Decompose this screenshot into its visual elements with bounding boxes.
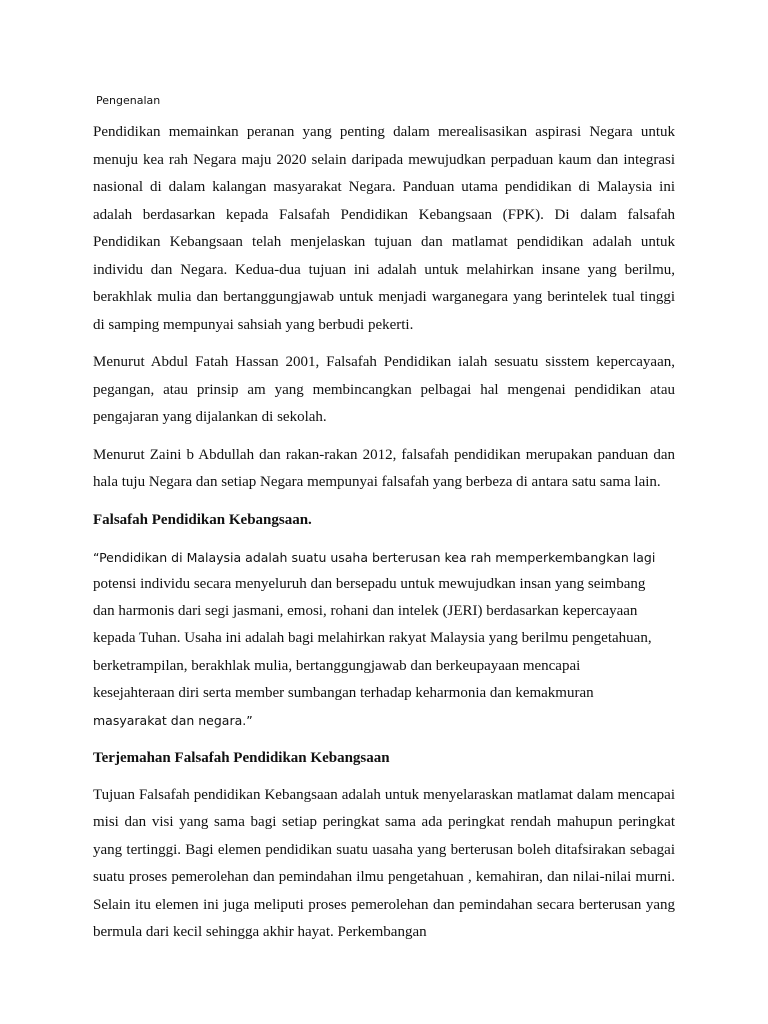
- paragraph-intro: Pendidikan memainkan peranan yang penting dalam merealisasikan aspirasi Negara untuk menuju kea rah Negara maju 2020 selain daripada mewujudkan perpaduan kaum dan integrasi nasional di dalam kalangan masyarakat Negara. Panduan utama pendidikan di Malaysia ini adalah berdasarkan kepada Falsafah Pendidikan Kebangsaan (FPK). Di dalam falsafah Pendidikan Kebangsaan telah menjelaskan tujuan dan matlamat pendidikan adalah untuk individu dan Negara. Kedua-dua tujuan ini adalah untuk melahirkan insane yang berilmu, berakhlak mulia dan bertanggungjawab untuk menjadi warganegara yang berintelek tual tinggi di samping mempunyai sahsiah yang berbudi pekerti.: [93, 124, 675, 333]
- paragraph-abdul-fatah: Menurut Abdul Fatah Hassan 2001, Falsafah Pendidikan ialah sesuatu sisstem kepercayaan, pegangan, atau prinsip am yang membincangkan pelbagai hal mengenai pendidikan atau pengajaran yang dijalankan di sekolah.: [93, 354, 675, 425]
- quote-line: dan harmonis dari segi jasmani, emosi, rohani dan intelek (JERI) berdasarkan kepercayaan: [93, 603, 638, 620]
- document-page: [93, 93, 675, 957]
- paragraph-tujuan: Tujuan Falsafah pendidikan Kebangsaan adalah untuk menyelaraskan matlamat dalam mencapai misi dan visi yang sama bagi setiap peringkat sama ada peringkat rendah mahupun peringkat yang tertinggi. Bagi elemen pendidikan suatu uasaha yang berterusan boleh ditafsirakan sebagai suatu proses pemerolehan dan pemindahan ilmu pengetahuan , kemahiran, dan nilai-nilai murni. Selain itu elemen ini juga meliputi proses pemerolehan dan pemindahan secara berterusan yang bermula dari kecil sehingga akhir hayat. Perkembangan: [93, 786, 675, 941]
- intro-heading: Pengenalan: [96, 94, 161, 107]
- heading-falsafah-pendidikan: Falsafah Pendidikan Kebangsaan.: [93, 511, 312, 528]
- fpk-quote: [93, 544, 675, 735]
- heading-terjemahan: Terjemahan Falsafah Pendidikan Kebangsaan: [93, 749, 390, 766]
- quote-line: berketrampilan, berakhlak mulia, bertanggungjawab dan berkeupayaan mencapai: [93, 657, 581, 674]
- quote-line: masyarakat dan negara.”: [93, 713, 253, 729]
- quote-line: potensi individu secara menyeluruh dan bersepadu untuk mewujudkan insan yang seimbang: [93, 575, 646, 592]
- quote-line: kesejahteraan diri serta member sumbangan terhadap keharmonia dan kemakmuran: [93, 684, 594, 701]
- quote-line: kepada Tuhan. Usaha ini adalah bagi melahirkan rakyat Malaysia yang berilmu pengetahuan,: [93, 630, 652, 647]
- paragraph-zaini: Menurut Zaini b Abdullah dan rakan-rakan 2012, falsafah pendidikan merupakan panduan dan hala tuju Negara dan setiap Negara mempunyai falsafah yang berbeza di antara satu sama lain.: [93, 446, 675, 490]
- quote-line: “Pendidikan di Malaysia adalah suatu usaha berterusan kea rah memperkembangkan lagi: [93, 549, 656, 565]
